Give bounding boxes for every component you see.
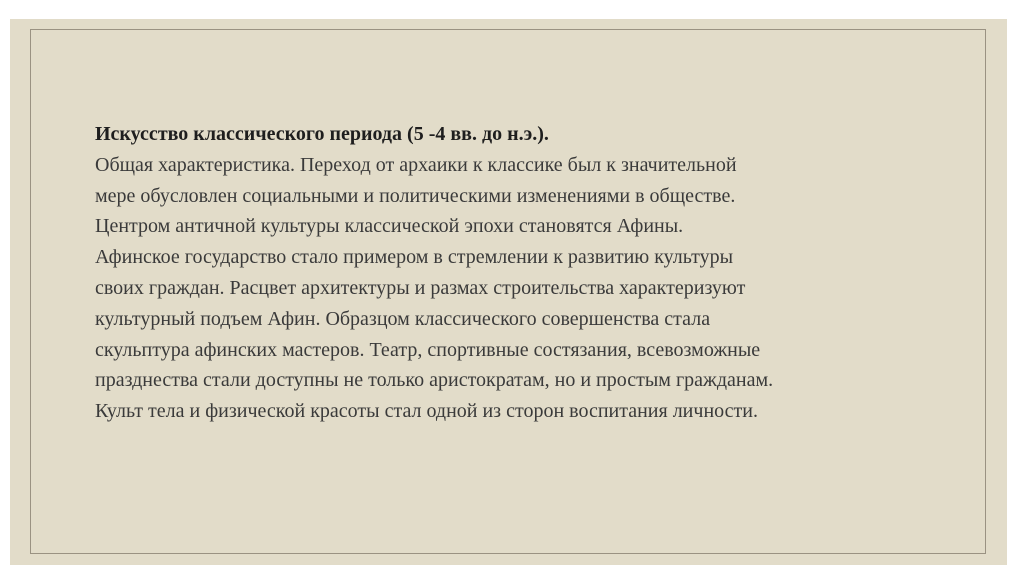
body-line: мере обусловлен социальными и политическими изменениями в обществе. bbox=[95, 184, 736, 207]
body-line: Центром античной культуры классической эпохи становятся Афины. bbox=[95, 215, 684, 238]
body-line: своих граждан. Расцвет архитектуры и размах строительства характеризуют bbox=[95, 276, 746, 299]
slide bbox=[10, 19, 1007, 565]
slide-heading: Искусство классического периода (5 -4 вв. до н.э.). bbox=[95, 123, 549, 145]
body-line: культурный подъем Афин. Образцом классического совершенства стала bbox=[95, 307, 711, 330]
body-line: Культ тела и физической красоты стал одной из сторон воспитания личности. bbox=[95, 400, 758, 423]
slide-text-block bbox=[95, 119, 955, 427]
body-line: Общая характеристика. Переход от архаики к классике был к значительной bbox=[95, 153, 737, 176]
body-line: празднества стали доступны не только аристократам, но и простым гражданам. bbox=[95, 369, 774, 392]
body-line: Афинское государство стало примером в стремлении к развитию культуры bbox=[95, 246, 734, 269]
body-line: скульптура афинских мастеров. Театр, спортивные состязания, всевозможные bbox=[95, 338, 761, 361]
